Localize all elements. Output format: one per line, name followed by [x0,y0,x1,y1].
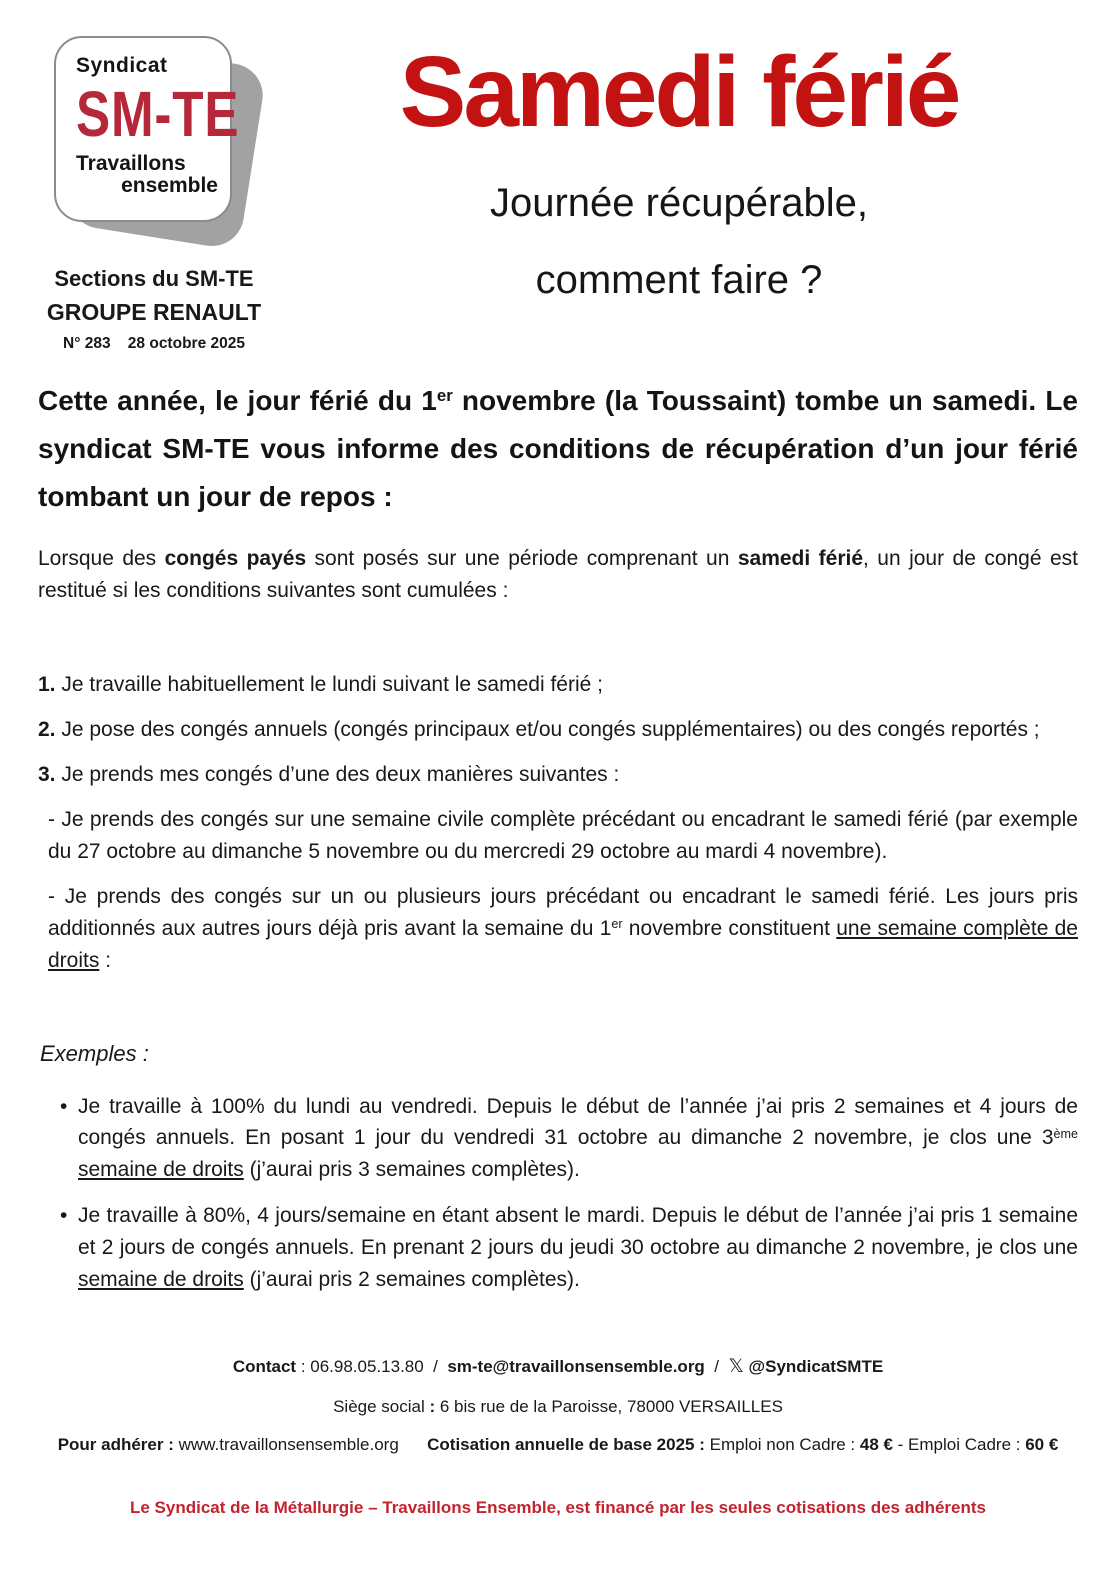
issue-number-and-date: N° 283 28 octobre 2025 [63,335,245,352]
text-segment: congés payés [164,547,307,571]
text-segment: 2. [38,718,56,742]
option-paragraph-2 [38,881,1078,977]
text-segment: : 06.98.05.13.80 / [296,1356,448,1376]
example-bullet-1 [38,1091,1078,1187]
website-link[interactable]: www.travaillonsensemble.org [173,1435,399,1455]
text-segment: Cotisation annuelle de base 2025 : [427,1435,705,1455]
text-segment: Je travaille habituellement le lundi suivant le samedi férié ; [55,673,603,697]
text-segment [399,1435,427,1454]
text-segment: novembre (la Toussaint) tombe un samedi. Le syndicat SM-TE vous informe des conditions de récupération d’un jour férié tombant un jour de repos : [38,385,1078,513]
twitter-handle[interactable]: @SyndicatSMTE [748,1356,884,1376]
text-segment: 6 bis rue de la Paroisse, 78000 VERSAILLES [435,1396,783,1416]
text-segment: 3. [38,763,56,787]
text-segment: Je pose des congés annuels (congés principaux et/ou congés supplémentaires) ou des congés reportés ; [55,718,1040,742]
bullet-icon: • [60,1204,68,1228]
text-segment: Pour adhérer : [57,1435,174,1455]
document-body [38,377,1078,1296]
lead-paragraph [38,377,1078,521]
text-segment: Contact [232,1356,297,1376]
logo-word-smte: SM-TE [76,78,240,150]
condition-3 [38,759,1078,791]
text-segment: - Emploi Cadre : [892,1435,1026,1455]
logo-word-travaillons: Travaillons [76,152,186,175]
document-footer [38,1352,1078,1518]
text-segment: (j’aurai pris 2 semaines complètes). [243,1268,580,1292]
masthead-left-column [38,36,280,353]
sections-title: Sections du SM-TE [54,266,254,291]
text-segment: semaine de droits [78,1158,244,1182]
condition-2 [38,714,1078,746]
text-segment: er [611,917,623,932]
text-segment: ème [1053,1126,1078,1141]
logo-word-syndicat: Syndicat [76,54,168,77]
text-segment: une semaine complète de droits [48,916,1078,972]
text-segment: - Je prends des congés sur une semaine civile complète précédant ou encadrant le samedi férié (par exemple du 27 octobre au dimanche 5 novembre ou du mercredi 29 octobre au mardi 4 novembre). [48,808,1078,863]
text-segment: Je travaille à 80%, 4 jours/semaine en étant absent le mardi. Depuis le début de l’année j’ai pris 1 semaine et 2 jours de congés annuels. En prenant 2 jours du jeudi 30 octobre au dimanche 2 novembre, je clos une [78,1204,1078,1260]
text-segment: Lorsque des [38,547,165,571]
x-twitter-icon: 𝕏 [728,1354,744,1377]
funding-statement: Le Syndicat de la Métallurgie – Travaillons Ensemble, est financé par les seules cotisations des adhérents [130,1497,986,1517]
address-line [38,1394,1078,1420]
text-segment: 1. [38,673,56,697]
subtitle-line-1: Journée récupérable, [489,181,869,225]
text-segment: Je travaille à 100% du lundi au vendredi. Depuis le début de l’année j’ai pris 2 semaines et 4 jours de congés annuels. En posant 1 jour du vendredi 31 octobre au dimanche 2 novembre, je clos une 3 [78,1094,1078,1150]
title-block [280,36,1078,353]
condition-1 [38,669,1078,701]
subtitle-line-2: comment faire ? [535,258,823,302]
masthead-text-block [38,266,270,353]
example-2-text [78,1200,1078,1296]
masthead [38,36,1078,353]
text-segment: - Je prends des congés sur un ou plusieurs jours précédant ou encadrant le samedi férié. Les jours pris additionnés aux autres jours déjà pris avant la semaine du 1 [48,884,1078,940]
text-segment: Je prends mes congés d’une des deux manières suivantes : [55,763,620,787]
text-segment: 60 € [1025,1435,1059,1455]
intro-paragraph [38,543,1078,607]
smte-logo [54,36,274,248]
text-segment: Siège social [333,1396,430,1416]
group-title: GROUPE RENAULT [46,299,262,325]
text-segment: samedi férié [737,547,864,571]
logo-word-ensemble: ensemble [121,174,218,197]
example-bullet-2 [38,1200,1078,1296]
contact-line [38,1352,1078,1381]
email-link[interactable]: sm-te@travaillonsensemble.org [447,1356,705,1376]
examples-label: Exemples : [40,1040,149,1066]
bullet-icon: • [60,1094,68,1118]
membership-line [38,1432,1078,1458]
text-segment: semaine de droits [78,1268,244,1292]
text-segment: sont posés sur une période comprenant un [306,547,738,571]
text-segment: , un jour de congé est restitué si les conditions suivantes sont cumulées : [38,547,1078,603]
text-segment: 48 € [859,1435,893,1455]
page-title: Samedi férié [399,36,959,148]
text-segment: Emploi non Cadre : [704,1435,860,1455]
text-segment: : [429,1396,436,1416]
option-paragraph-1 [38,804,1078,868]
logo-card [54,36,240,222]
text-segment: Cette année, le jour férié du 1 [38,385,437,416]
example-1-text [78,1091,1078,1187]
text-segment: / [704,1356,729,1376]
text-segment: : [99,948,112,972]
text-segment: (j’aurai pris 3 semaines complètes). [243,1158,580,1182]
text-segment: er [436,386,453,406]
text-segment: novembre constituent [622,916,837,940]
